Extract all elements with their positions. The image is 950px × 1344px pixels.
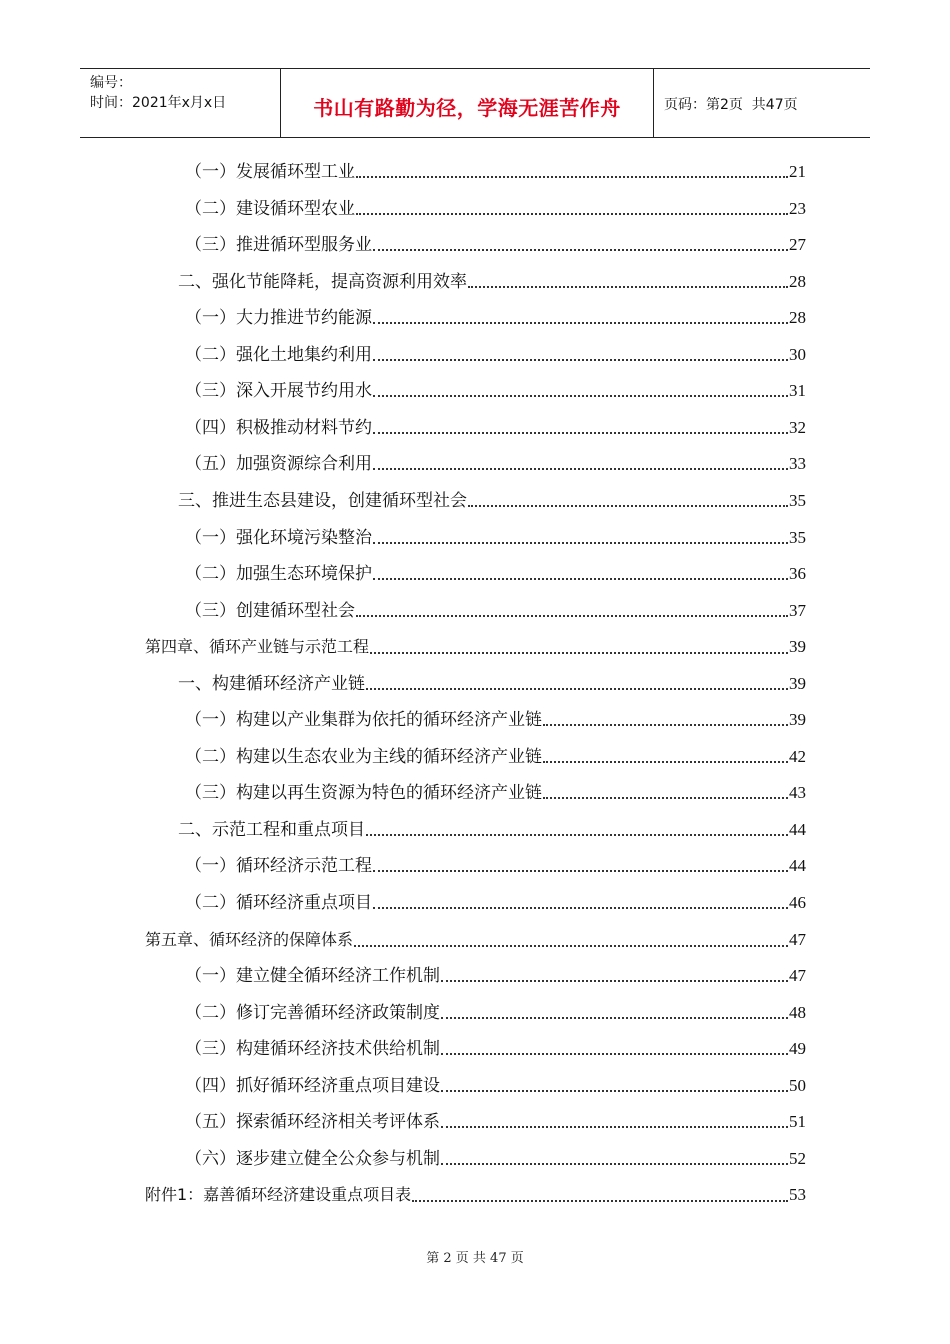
header-number: 编号：: [90, 75, 132, 91]
toc-entry-label: 一、构建循环经济产业链: [178, 673, 365, 694]
toc-leader-dots: [543, 761, 788, 763]
toc-entry[interactable]: [185, 891, 806, 915]
toc-entry[interactable]: [185, 526, 806, 550]
toc-entry-label: （一）建立健全循环经济工作机制: [185, 966, 440, 987]
toc-entry-label: （四）积极推动材料节约: [185, 417, 372, 438]
toc-entry-label: （一）发展循环型工业: [185, 162, 355, 182]
toc-entry-label: （五）探索循环经济相关考评体系: [185, 1112, 440, 1133]
toc-entry-page: 50: [789, 1075, 806, 1095]
toc-entry[interactable]: [185, 1074, 806, 1098]
toc-entry-page: 49: [789, 1039, 806, 1059]
toc-leader-dots: [356, 615, 788, 617]
toc-entry-label: （二）强化土地集约利用: [185, 344, 372, 365]
toc-leader-dots: [373, 395, 788, 397]
toc-leader-dots: [354, 945, 788, 947]
toc-leader-dots: [356, 176, 788, 178]
toc-entry[interactable]: [185, 233, 806, 257]
toc-entry[interactable]: [185, 452, 806, 476]
toc-entry[interactable]: [185, 1110, 806, 1134]
toc-entry[interactable]: [185, 379, 806, 403]
toc-entry[interactable]: [178, 489, 806, 513]
toc-entry-label: （五）加强资源综合利用: [185, 454, 372, 475]
toc-entry-page: 32: [789, 417, 806, 437]
toc-entry[interactable]: [178, 270, 806, 294]
toc-leader-dots: [373, 578, 788, 580]
toc-entry[interactable]: [145, 635, 806, 659]
toc-entry-label: （三）深入开展节约用水: [185, 381, 372, 402]
toc-entry[interactable]: [145, 928, 806, 952]
toc-entry-page: 39: [789, 673, 806, 693]
toc-entry-label: （二）构建以生态农业为主线的循环经济产业链: [185, 746, 542, 767]
toc-entry-label: 三、推进生态县建设，创建循环型社会: [178, 490, 467, 511]
toc-entry-page: 44: [789, 856, 806, 876]
page-header: [80, 68, 870, 138]
toc-leader-dots: [373, 907, 788, 909]
toc-entry-page: 47: [789, 966, 806, 986]
toc-leader-dots: [373, 322, 788, 324]
toc-entry[interactable]: [185, 599, 806, 623]
toc-entry[interactable]: [185, 197, 806, 221]
header-page: [654, 69, 870, 137]
toc-leader-dots: [441, 1053, 788, 1055]
toc-entry-label: 附件1：嘉善循环经济建设重点项目表: [145, 1185, 412, 1205]
toc-leader-dots: [441, 980, 788, 982]
toc-entry-label: （一）强化环境污染整治: [185, 527, 372, 548]
toc-leader-dots: [441, 1163, 788, 1165]
toc-leader-dots: [543, 797, 788, 799]
toc-entry-label: （一）构建以产业集群为依托的循环经济产业链: [185, 710, 542, 731]
toc-leader-dots: [412, 1200, 788, 1202]
toc-entry-label: （二）加强生态环境保护: [185, 564, 372, 585]
toc-entry-label: （二）建设循环型农业: [185, 198, 355, 219]
toc-entry-page: 28: [789, 308, 806, 328]
toc-entry-label: （三）推进循环型服务业: [185, 235, 372, 256]
header-time: 时间：2021年x月x日: [90, 95, 227, 111]
toc-entry-page: 52: [789, 1148, 806, 1168]
toc-entry-page: 33: [789, 454, 806, 474]
toc-leader-dots: [468, 286, 788, 288]
toc-entry[interactable]: [185, 708, 806, 732]
toc-entry-label: （一）大力推进节约能源: [185, 308, 372, 329]
toc-entry[interactable]: [185, 562, 806, 586]
toc-entry-page: 53: [789, 1185, 806, 1205]
toc-entry-page: 47: [789, 929, 806, 949]
toc-leader-dots: [441, 1090, 788, 1092]
toc-entry[interactable]: [185, 416, 806, 440]
toc-entry[interactable]: [185, 306, 806, 330]
toc-entry-page: 21: [789, 162, 806, 181]
toc-entry-label: （三）构建以再生资源为特色的循环经济产业链: [185, 783, 542, 804]
toc-entry-label: （四）抓好循环经济重点项目建设: [185, 1075, 440, 1096]
toc-leader-dots: [366, 688, 788, 690]
toc-entry-page: 35: [789, 490, 806, 510]
toc-entry[interactable]: [185, 1147, 806, 1171]
header-meta: [80, 69, 281, 137]
toc-leader-dots: [373, 870, 788, 872]
toc-entry[interactable]: [185, 964, 806, 988]
toc-entry-label: （三）构建循环经济技术供给机制: [185, 1039, 440, 1060]
toc-entry-page: 39: [789, 710, 806, 730]
toc-entry-page: 48: [789, 1002, 806, 1022]
toc-leader-dots: [370, 652, 788, 654]
toc-entry-page: 28: [789, 271, 806, 291]
toc-entry[interactable]: [145, 1183, 806, 1207]
toc-entry[interactable]: [185, 160, 806, 184]
toc-leader-dots: [468, 505, 788, 507]
toc-entry-page: 27: [789, 235, 806, 255]
toc-leader-dots: [441, 1126, 788, 1128]
toc-entry-label: （一）循环经济示范工程: [185, 856, 372, 877]
toc-entry-page: 23: [789, 198, 806, 218]
toc-entry-page: 37: [789, 600, 806, 620]
toc-entry-page: 31: [789, 381, 806, 401]
toc-entry-page: 39: [789, 637, 806, 657]
toc-entry-label: （二）循环经济重点项目: [185, 893, 372, 913]
toc-leader-dots: [373, 249, 788, 251]
toc-leader-dots: [543, 724, 788, 726]
toc-entry[interactable]: [185, 745, 806, 769]
toc-entry-page: 42: [789, 746, 806, 766]
toc-leader-dots: [366, 834, 788, 836]
toc-entry[interactable]: [178, 818, 806, 842]
header-motto: 书山有路勤为径，学海无涯苦作舟: [281, 69, 654, 137]
toc-entry-label: （六）逐步建立健全公众参与机制: [185, 1148, 440, 1169]
toc-entry-page: 35: [789, 527, 806, 547]
toc-entry-label: 第五章、循环经济的保障体系: [145, 929, 354, 949]
toc-entry-label: （二）修订完善循环经济政策制度: [185, 1002, 440, 1023]
toc-leader-dots: [373, 468, 788, 470]
toc-entry[interactable]: [185, 343, 806, 367]
toc-entry[interactable]: [185, 1037, 806, 1061]
toc-entry-page: 36: [789, 564, 806, 584]
page-footer: 第 2 页 共 47 页: [426, 1251, 524, 1266]
toc-entry-page: 46: [789, 893, 806, 912]
toc-entry[interactable]: [185, 781, 806, 805]
toc-entry-label: 第四章、循环产业链与示范工程: [145, 637, 370, 657]
toc-leader-dots: [441, 1017, 788, 1019]
toc-leader-dots: [356, 213, 788, 215]
toc-entry[interactable]: [185, 1001, 806, 1025]
toc-entry-page: 44: [789, 819, 806, 839]
toc-entry-label: 二、强化节能降耗，提高资源利用效率: [178, 271, 467, 292]
toc-leader-dots: [373, 542, 788, 544]
toc-leader-dots: [373, 432, 788, 434]
toc-entry-label: 二、示范工程和重点项目: [178, 819, 365, 840]
toc-entry[interactable]: [178, 672, 806, 696]
toc-entry-page: 51: [789, 1112, 806, 1132]
toc-entry-label: （三）创建循环型社会: [185, 600, 355, 621]
toc-entry-page: 30: [789, 344, 806, 364]
toc-leader-dots: [373, 359, 788, 361]
toc-entry[interactable]: [185, 854, 806, 878]
header-page-label: 页码：第2页 共47页: [664, 97, 798, 113]
toc-entry-page: 43: [789, 783, 806, 803]
